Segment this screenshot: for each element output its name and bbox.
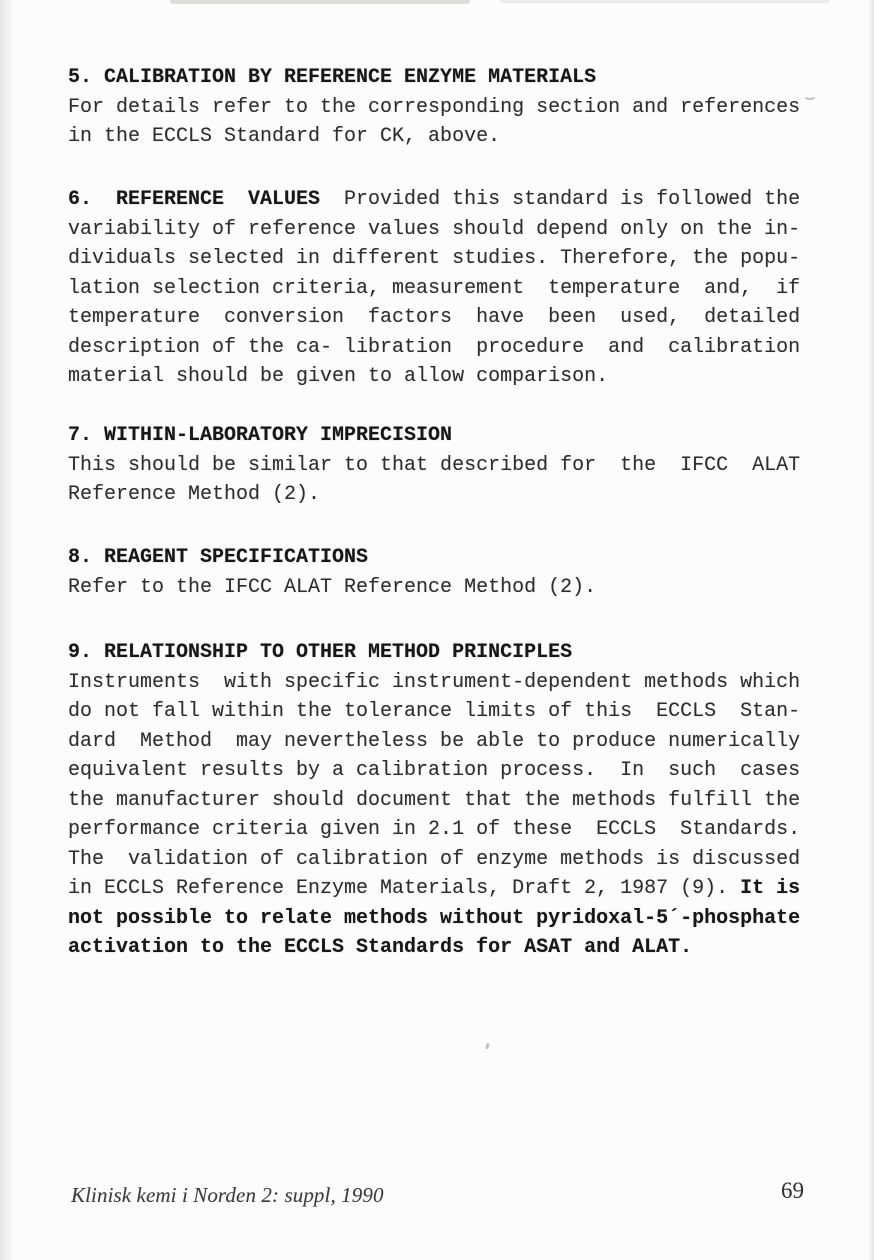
text-segment: dard Method may nevertheless be able to produce numerically bbox=[68, 729, 801, 753]
text-segment: Reference Method (2). bbox=[68, 483, 321, 506]
text-segment: the manufacturer should document that the methods fulfill the bbox=[68, 788, 801, 812]
text-segment: For details refer to the corresponding section and references bbox=[68, 95, 801, 119]
text-segment: variability of reference values should depend only on the in- bbox=[68, 217, 801, 241]
text-line bbox=[68, 122, 800, 152]
text-segment: performance criteria given in 2.1 of these ECCLS Standards. bbox=[68, 818, 801, 841]
text-line bbox=[68, 480, 800, 510]
scan-edge-right bbox=[868, 0, 874, 1260]
text-segment: description of the ca- libration procedure and calibration bbox=[68, 335, 801, 359]
bold-text-segment: 5. CALIBRATION BY REFERENCE ENZYME MATERIALS bbox=[68, 66, 597, 89]
text-segment: temperature conversion factors have been used, detailed bbox=[68, 306, 801, 329]
text-line bbox=[68, 845, 800, 875]
text-segment: in the ECCLS Standard for CK, above. bbox=[68, 125, 501, 148]
text-line bbox=[68, 333, 800, 363]
journal-title: Klinisk kemi i Norden 2: suppl, 1990 bbox=[71, 1183, 384, 1207]
bold-text-segment: activation to the ECCLS Standards for ASAT and ALAT. bbox=[68, 936, 693, 959]
bold-text-segment: 8. REAGENT SPECIFICATIONS bbox=[68, 546, 369, 569]
text-line bbox=[68, 63, 800, 93]
text-line bbox=[68, 756, 800, 786]
section-5 bbox=[68, 63, 800, 152]
text-segment: in ECCLS Reference Enzyme Materials, Draft 2, 1987 (9). bbox=[68, 877, 741, 900]
text-line bbox=[68, 933, 800, 963]
section-8 bbox=[68, 543, 596, 602]
scan-edge-left bbox=[0, 0, 14, 1260]
section-7 bbox=[68, 421, 800, 510]
scan-top-streak bbox=[500, 0, 830, 3]
text-line bbox=[68, 697, 800, 727]
section-6 bbox=[68, 185, 800, 392]
section-9 bbox=[68, 638, 800, 963]
bold-text-segment: 7. WITHIN-LABORATORY IMPRECISION bbox=[68, 424, 453, 447]
bold-text-segment: It is bbox=[740, 877, 801, 900]
text-line bbox=[68, 215, 800, 245]
scan-speck bbox=[485, 1043, 489, 1050]
text-line bbox=[68, 274, 800, 304]
text-line bbox=[68, 874, 800, 904]
bold-text-segment: not possible to relate methods without pyridoxal-5´-phosphate bbox=[68, 906, 801, 930]
text-line bbox=[68, 185, 800, 215]
page-number: 69 bbox=[781, 1178, 804, 1203]
scan-top-streak bbox=[170, 0, 470, 4]
text-line bbox=[68, 93, 800, 123]
text-segment: do not fall within the tolerance limits of this ECCLS Stan- bbox=[68, 700, 801, 723]
text-line bbox=[68, 451, 800, 481]
text-segment: dividuals selected in different studies. Therefore, the popu- bbox=[68, 247, 801, 270]
text-segment: equivalent results by a calibration process. In such cases bbox=[68, 759, 801, 782]
text-line bbox=[68, 786, 800, 816]
text-segment: Refer to the IFCC ALAT Reference Method (2). bbox=[68, 575, 597, 599]
text-segment: The validation of calibration of enzyme methods is discussed bbox=[68, 847, 801, 871]
text-line bbox=[68, 668, 800, 698]
text-segment: Provided this standard is followed the bbox=[320, 188, 801, 211]
text-line bbox=[68, 638, 800, 668]
text-line bbox=[68, 244, 800, 274]
text-segment: Instruments with specific instrument-dependent methods which bbox=[68, 670, 801, 694]
text-segment: This should be similar to that described for the IFCC ALAT bbox=[68, 453, 801, 477]
text-segment: material should be given to allow comparison. bbox=[68, 365, 609, 388]
text-line bbox=[68, 573, 596, 603]
text-line bbox=[68, 815, 800, 845]
bold-text-segment: 6. REFERENCE VALUES bbox=[68, 188, 321, 211]
text-line bbox=[68, 362, 800, 392]
scan-mark bbox=[803, 88, 817, 100]
bold-text-segment: 9. RELATIONSHIP TO OTHER METHOD PRINCIPLES bbox=[68, 641, 573, 664]
text-line bbox=[68, 727, 800, 757]
text-line bbox=[68, 303, 800, 333]
text-line bbox=[68, 904, 800, 934]
text-segment: lation selection criteria, measurement temperature and, if bbox=[68, 276, 801, 300]
text-line bbox=[68, 421, 800, 451]
text-line bbox=[68, 543, 596, 573]
